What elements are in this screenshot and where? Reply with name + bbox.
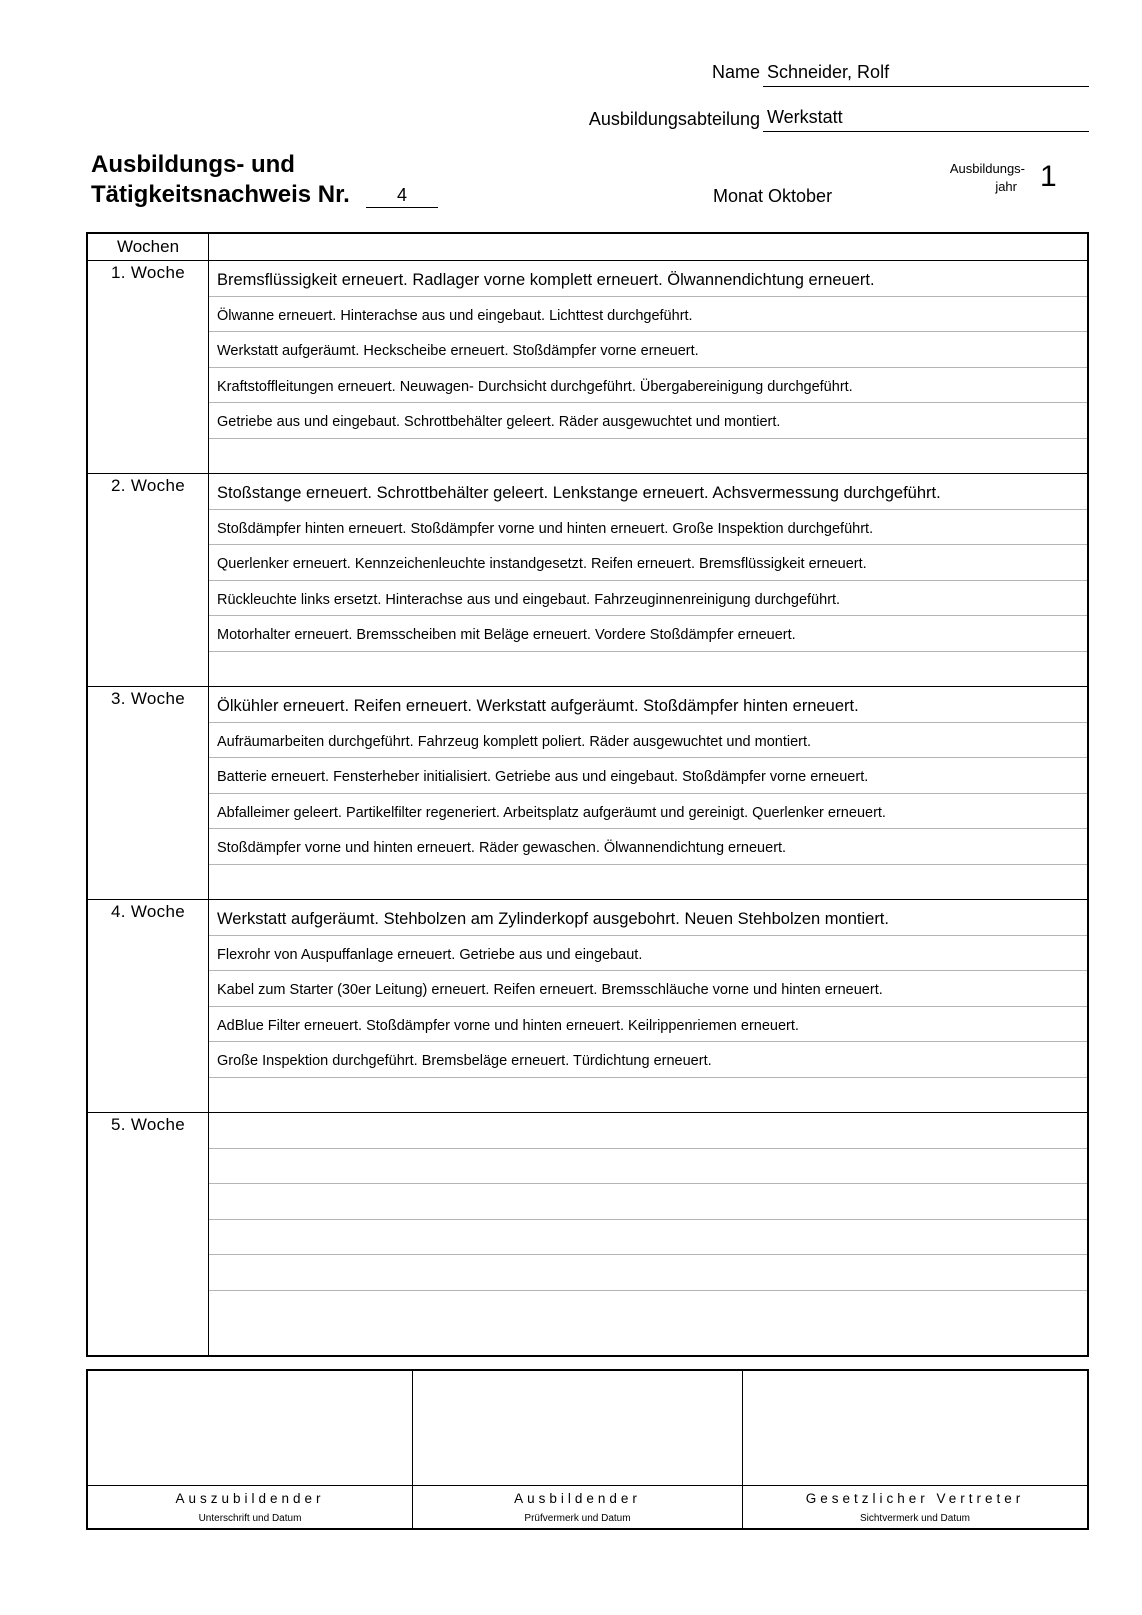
- week-label: 2. Woche: [111, 476, 185, 495]
- activity-entry[interactable]: Getriebe aus und eingebaut. Schrottbehälter geleert. Räder ausgewuchtet und montiert.: [209, 403, 1087, 439]
- activity-entry[interactable]: Stoßdämpfer hinten erneuert. Stoßdämpfer vorne und hinten erneuert. Große Inspektion durchgeführt.: [209, 510, 1087, 546]
- ausbildungsjahr-label-1: Ausbildungs-: [949, 161, 1025, 176]
- abteilung-label: Ausbildungsabteilung: [588, 109, 760, 129]
- activity-entry[interactable]: [209, 439, 1087, 475]
- signature-caption: Sichtvermerk und Datum: [859, 1513, 971, 1524]
- signature-line: [88, 1485, 412, 1486]
- abteilung-row: [0, 107, 1090, 133]
- activity-entry[interactable]: Abfalleimer geleert. Partikelfilter regeneriert. Arbeitsplatz aufgeräumt und gereinigt. Querlenker erneuert.: [209, 794, 1087, 830]
- signature-cell-auszubildender[interactable]: [88, 1371, 413, 1528]
- activity-entry[interactable]: Motorhalter erneuert. Bremsscheiben mit Beläge erneuert. Vordere Stoßdämpfer erneuert.: [209, 616, 1087, 652]
- activity-entry[interactable]: [209, 1184, 1087, 1220]
- activity-entry[interactable]: Aufräumarbeiten durchgeführt. Fahrzeug komplett poliert. Räder ausgewuchtet und montiert.: [209, 723, 1087, 759]
- signature-role: Auszubildender: [175, 1491, 325, 1506]
- name-value: Schneider, Rolf: [763, 62, 1089, 87]
- week-block: [88, 1113, 1087, 1326]
- page-title: [91, 150, 350, 210]
- name-row: [0, 62, 1090, 88]
- title-line-2: Tätigkeitsnachweis Nr.: [91, 181, 350, 208]
- week-block: [88, 900, 1087, 1113]
- signature-caption: Unterschrift und Datum: [198, 1513, 302, 1524]
- activity-entry[interactable]: [209, 1291, 1087, 1327]
- activity-entry[interactable]: Flexrohr von Auspuffanlage erneuert. Getriebe aus und eingebaut.: [209, 936, 1087, 972]
- activity-entry[interactable]: [209, 1255, 1087, 1291]
- signature-line: [743, 1485, 1087, 1486]
- activity-entry[interactable]: [209, 1078, 1087, 1114]
- name-label: Name: [711, 62, 760, 82]
- activity-entry[interactable]: Kabel zum Starter (30er Leitung) erneuert. Reifen erneuert. Bremsschläuche vorne und hinten erneuert.: [209, 971, 1087, 1007]
- activity-entry[interactable]: [209, 865, 1087, 901]
- activity-entry[interactable]: AdBlue Filter erneuert. Stoßdämpfer vorne und hinten erneuert. Keilrippenriemen erneuert.: [209, 1007, 1087, 1043]
- activity-entry[interactable]: Kraftstoffleitungen erneuert. Neuwagen- Durchsicht durchgeführt. Übergabereinigung durchgeführt.: [209, 368, 1087, 404]
- signature-cell-gesetzlicher-vertreter[interactable]: [743, 1371, 1087, 1528]
- activity-entry[interactable]: Stoßstange erneuert. Schrottbehälter geleert. Lenkstange erneuert. Achsvermessung durchgeführt.: [209, 474, 1087, 510]
- week-label: 5. Woche: [111, 1115, 185, 1134]
- ausbildungsjahr-value: 1: [1040, 160, 1057, 193]
- activity-entry[interactable]: Bremsflüssigkeit erneuert. Radlager vorne komplett erneuert. Ölwannendichtung erneuert.: [209, 261, 1087, 297]
- signature-cell-ausbildender[interactable]: [413, 1371, 743, 1528]
- month-label: Monat Oktober: [713, 186, 833, 206]
- signature-role: Ausbildender: [514, 1491, 641, 1506]
- activity-entry[interactable]: Große Inspektion durchgeführt. Bremsbeläge erneuert. Türdichtung erneuert.: [209, 1042, 1087, 1078]
- week-block: [88, 687, 1087, 900]
- activity-entry[interactable]: [209, 652, 1087, 688]
- activity-entry[interactable]: Stoßdämpfer vorne und hinten erneuert. Räder gewaschen. Ölwannendichtung erneuert.: [209, 829, 1087, 865]
- week-block: [88, 261, 1087, 474]
- signature-line: [413, 1485, 742, 1486]
- activity-entry[interactable]: Batterie erneuert. Fensterheber initialisiert. Getriebe aus und eingebaut. Stoßdämpfer vorne erneuert.: [209, 758, 1087, 794]
- activity-entry[interactable]: Ölkühler erneuert. Reifen erneuert. Werkstatt aufgeräumt. Stoßdämpfer hinten erneuert.: [209, 687, 1087, 723]
- wochen-column-header: Wochen: [116, 237, 180, 256]
- week-block: [88, 474, 1087, 687]
- activity-entry[interactable]: [209, 1149, 1087, 1185]
- signature-role: Gesetzlicher Vertreter: [805, 1491, 1025, 1506]
- ausbildungsjahr-label-2: jahr: [995, 179, 1017, 194]
- activity-entry[interactable]: Werkstatt aufgeräumt. Heckscheibe erneuert. Stoßdämpfer vorne erneuert.: [209, 332, 1087, 368]
- activity-entry[interactable]: Rückleuchte links ersetzt. Hinterachse aus und eingebaut. Fahrzeuginnenreinigung durchgeführt.: [209, 581, 1087, 617]
- nachweis-number: 4: [366, 183, 438, 208]
- week-label: 1. Woche: [111, 263, 185, 282]
- column-divider: [208, 234, 209, 1355]
- activity-entry[interactable]: [209, 1220, 1087, 1256]
- title-line-1: Ausbildungs- und: [91, 151, 295, 178]
- ausbildungsjahr-label: [900, 160, 1025, 196]
- abteilung-value: Werkstatt: [763, 107, 1089, 132]
- signature-caption: Prüfvermerk und Datum: [524, 1513, 631, 1524]
- weekly-report-table: [86, 232, 1089, 1357]
- week-label: 3. Woche: [111, 689, 185, 708]
- activity-entry[interactable]: [209, 1113, 1087, 1149]
- activity-entry[interactable]: Querlenker erneuert. Kennzeichenleuchte instandgesetzt. Reifen erneuert. Bremsflüssigkeit erneuert.: [209, 545, 1087, 581]
- activity-entry[interactable]: Ölwanne erneuert. Hinterachse aus und eingebaut. Lichttest durchgeführt.: [209, 297, 1087, 333]
- signature-table: [86, 1369, 1089, 1530]
- week-label: 4. Woche: [111, 902, 185, 921]
- activity-entry[interactable]: Werkstatt aufgeräumt. Stehbolzen am Zylinderkopf ausgebohrt. Neuen Stehbolzen montiert.: [209, 900, 1087, 936]
